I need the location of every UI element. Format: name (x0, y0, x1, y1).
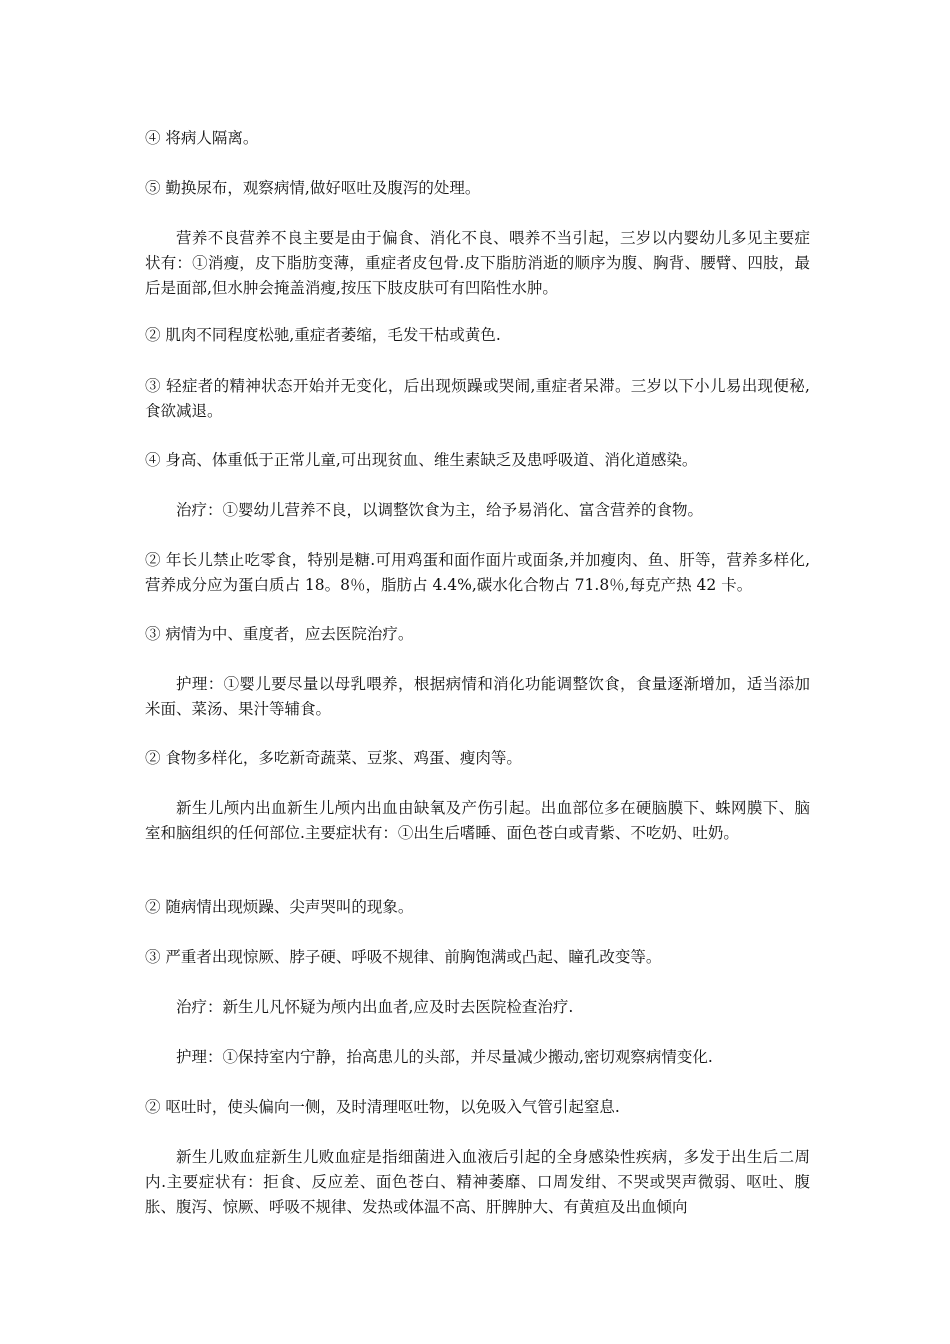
paragraph-intracranial-intro: 新生儿颅内出血新生儿颅内出血由缺氧及产伤引起。出血部位多在硬脑膜下、蛛网膜下、脑室和脑组织的任何部位.主要症状有：①出生后嗜睡、面色苍白或青紫、不吃奶、吐奶。 (145, 799, 810, 842)
paragraph-intracranial-care: 护理：①保持室内宁静，抬高患儿的头部，并尽量减少搬动,密切观察病情变化. (176, 1048, 713, 1066)
paragraph-malnutrition-intro: 营养不良营养不良主要是由于偏食、消化不良、喂养不当引起，三岁以内婴幼儿多见主要症状有：①消瘦，皮下脂肪变薄，重症者皮包骨.皮下脂肪消逝的顺序为腹、胸背、腰臂、四肢，最后是面部,但水肿会掩盖消瘦,按压下肢皮肤可有凹陷性水肿。 (145, 229, 810, 297)
paragraph-malnutrition-muscle: ② 肌肉不同程度松驰,重症者萎缩，毛发干枯或黄色. (145, 326, 501, 344)
paragraph-malnutrition-growth: ④ 身高、体重低于正常儿童,可出现贫血、维生素缺乏及患呼吸道、消化道感染。 (145, 451, 698, 469)
paragraph-malnutrition-care: 护理：①婴儿要尽量以母乳喂养，根据病情和消化功能调整饮食，食量逐渐增加，适当添加米面、菜汤、果汁等辅食。 (145, 675, 810, 718)
paragraph-malnutrition-mental: ③ 轻症者的精神状态开始并无变化，后出现烦躁或哭闹,重症者呆滞。三岁以下小儿易出现便秘,食欲减退。 (145, 377, 810, 420)
paragraph-malnutrition-diet: ② 年长儿禁止吃零食，特别是糖.可用鸡蛋和面作面片或面条,并加瘦肉、鱼、肝等，营养多样化,营养成分应为蛋白质占 18。8％，脂肪占 4.4%,碳水化合物占 71.8％,每克产热 42 卡。 (145, 551, 810, 594)
paragraph-malnutrition-hospital: ③ 病情为中、重度者，应去医院治疗。 (145, 625, 414, 643)
paragraph-intracranial-irritability: ② 随病情出现烦躁、尖声哭叫的现象。 (145, 898, 414, 916)
paragraph-intracranial-treatment: 治疗：新生儿凡怀疑为颅内出血者,应及时去医院检查治疗. (176, 998, 574, 1016)
paragraph-change-diapers: ⑤ 勤换尿布，观察病情,做好呕吐及腹泻的处理。 (145, 179, 481, 197)
paragraph-malnutrition-treatment: 治疗：①婴幼儿营养不良，以调整饮食为主，给予易消化、富含营养的食物。 (176, 501, 704, 519)
paragraph-intracranial-severe: ③ 严重者出现惊厥、脖子硬、呼吸不规律、前胸饱满或凸起、瞳孔改变等。 (145, 948, 662, 966)
paragraph-intracranial-vomit: ② 呕吐时，使头偏向一侧，及时清理呕吐物，以免吸入气管引起窒息. (145, 1098, 620, 1116)
paragraph-isolate-patient: ④ 将病人隔离。 (145, 129, 259, 147)
paragraph-sepsis-intro: 新生儿败血症新生儿败血症是指细菌进入血液后引起的全身感染性疾病，多发于出生后二周内.主要症状有：拒食、反应差、面色苍白、精神萎靡、口周发绀、不哭或哭声微弱、呕吐、腹胀、腹泻、惊厥、呼吸不规律、发热或体温不高、肝脾肿大、有黄疸及出血倾向 (145, 1148, 810, 1216)
paragraph-malnutrition-food: ② 食物多样化，多吃新奇蔬菜、豆浆、鸡蛋、瘦肉等。 (145, 749, 522, 767)
